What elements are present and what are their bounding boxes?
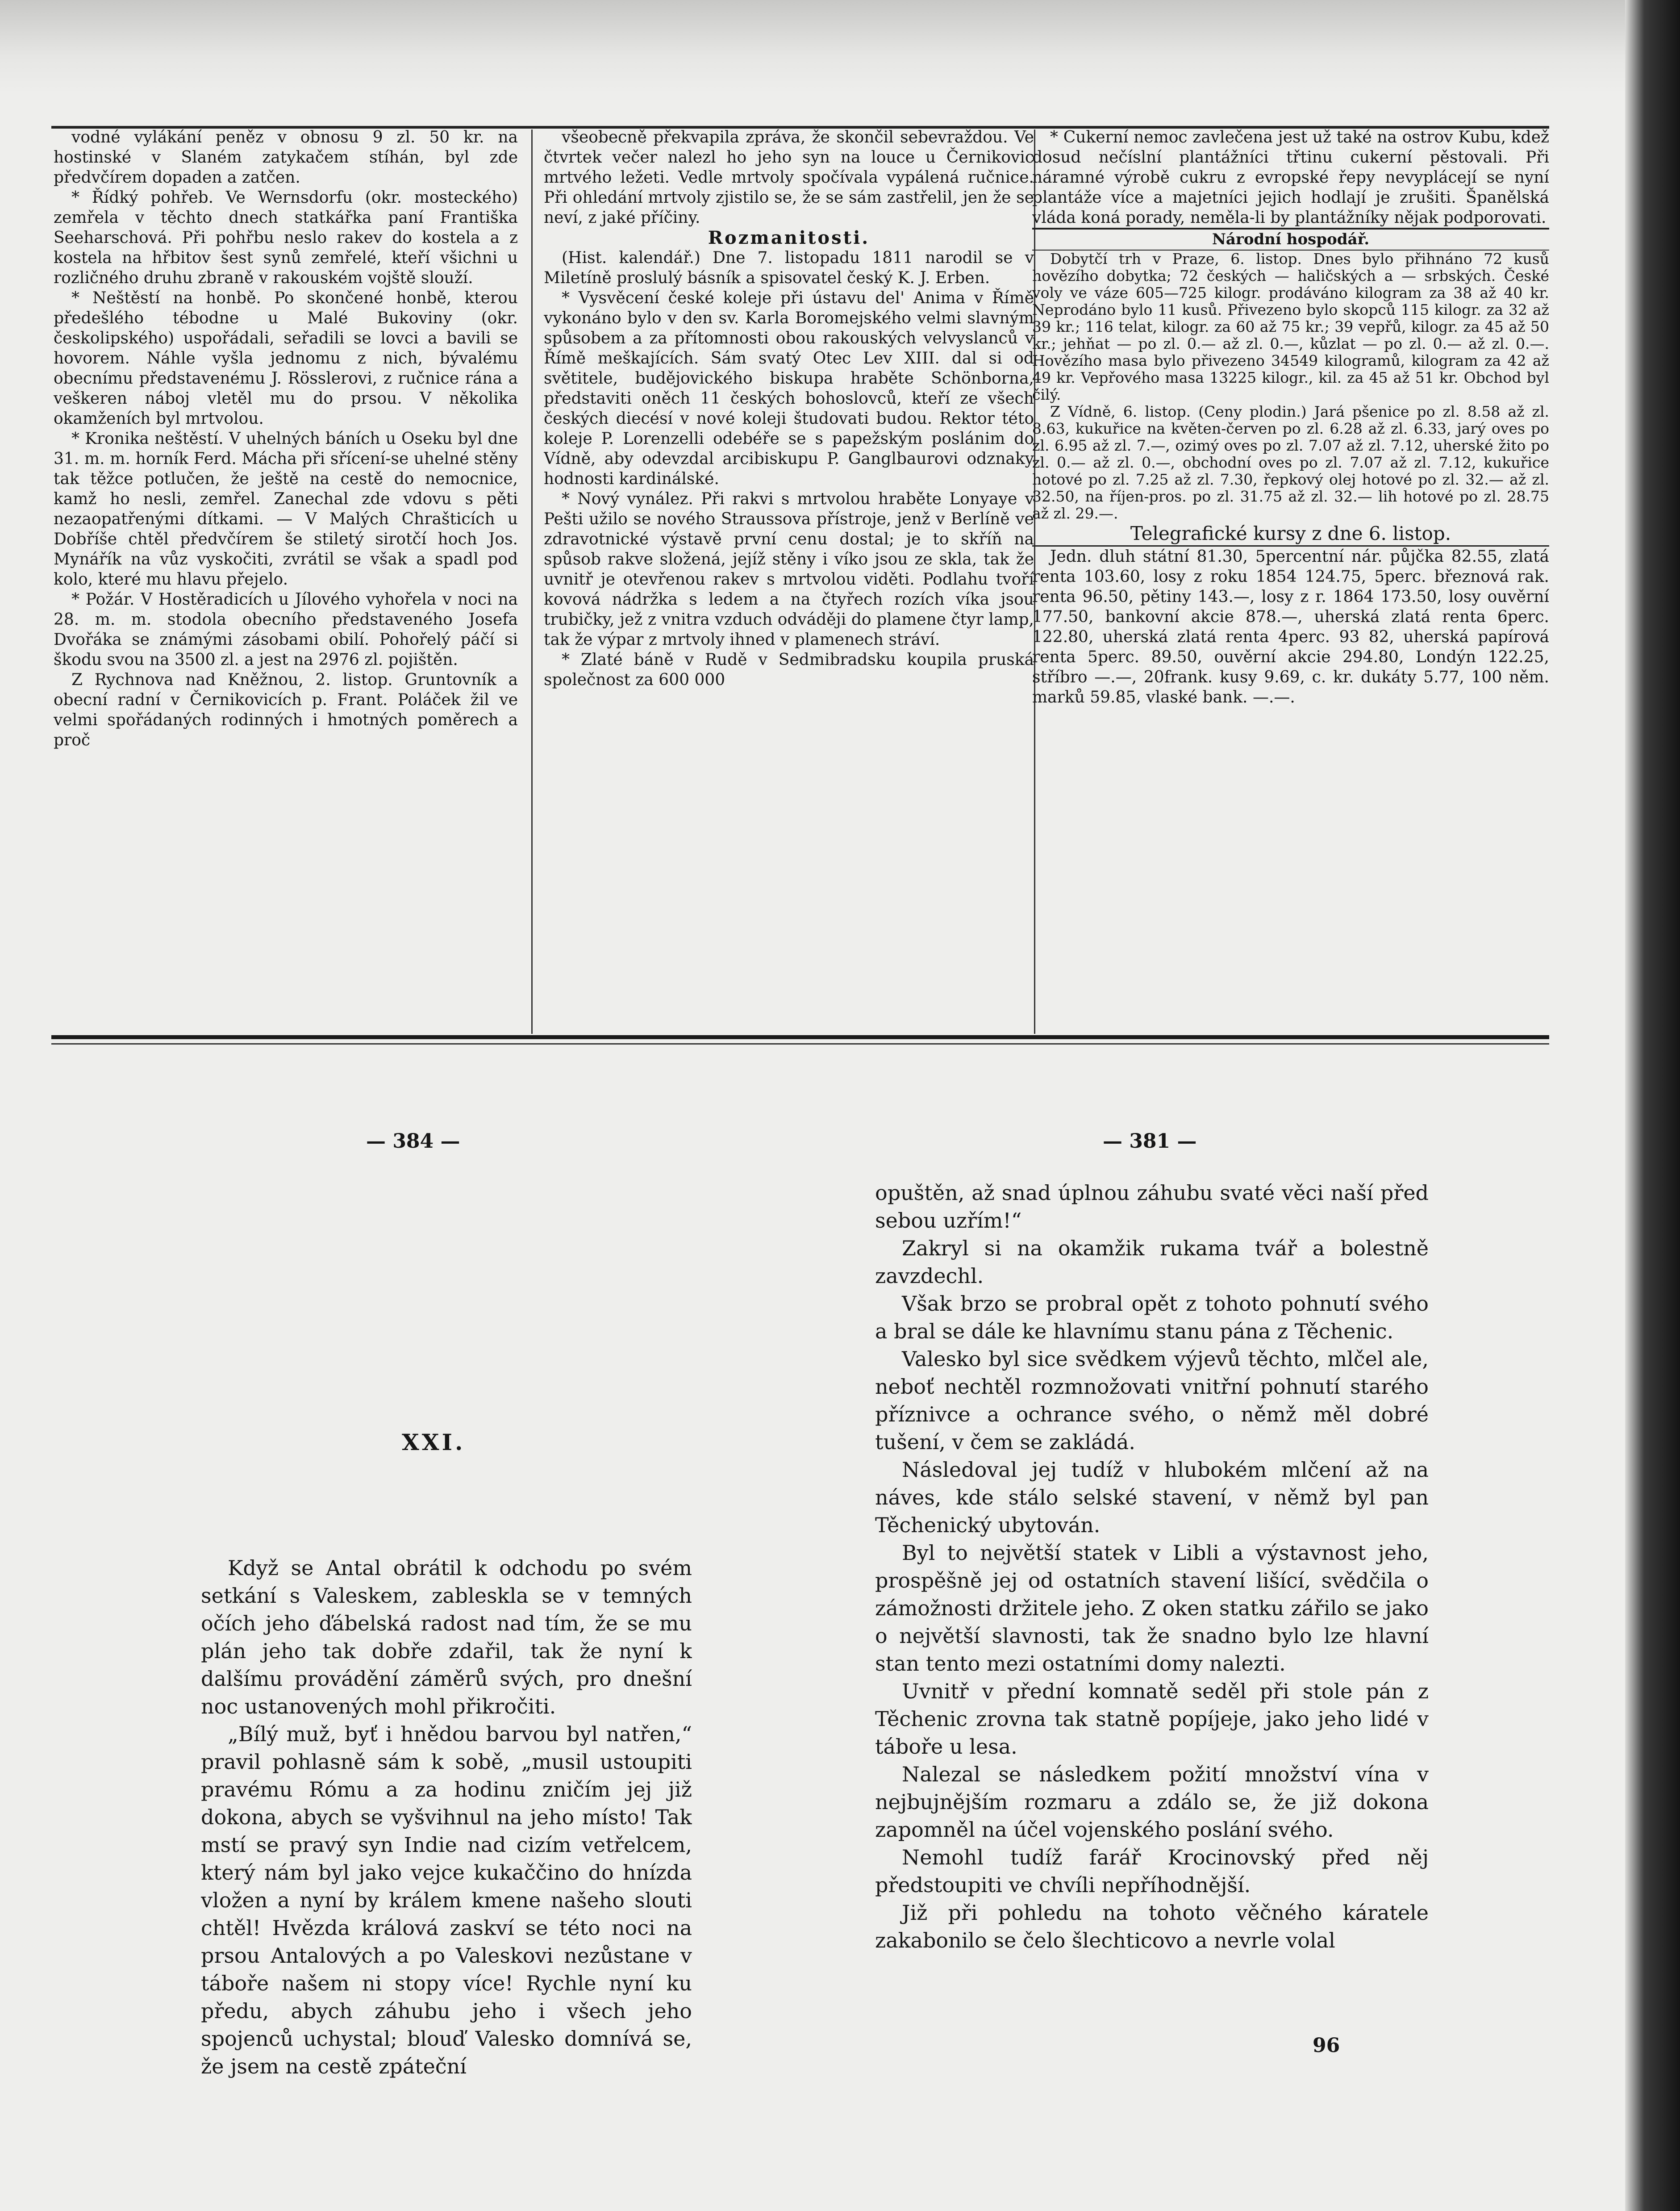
exchange-rates: Jedn. dluh státní 81.30, 5percentní nár. půjčka 82.55, zlatá renta 103.60, losy z roku 1854 124.75, 5perc. březnová rak. renta 96.50, pětiny 143.—, losy z r. 1864 173.50, losy ouvěrní 177.50, bankovní akcie 878.—, uherská zlatá renta 6perc. 122.80, uherská zlatá renta 4perc. 93 82, uherská papírová renta 5perc. 89.50, ouvěrní akcie 294.80, Londýn 122.25, stříbro —.—, 20frank. kusy 9.69, c. kr. dukáty 5.77, 100 něm. marků 59.85, vlaské bank. —.—. — [1032, 548, 1549, 706]
novel-paragraph: Následoval jej tudíž v hlubokém mlčení až na náves, kde stálo selské stavení, v němž byl pan Těchenický ubytován. — [875, 1458, 1429, 1537]
novel-paragraph: Valesko byl sice svědkem výjevů těchto, mlčel ale, neboť nechtěl rozmnožovati vnitřní pohnutí starého příznivce a ochrance svého, o němž měl dobré tušení, v čem se zakládá. — [875, 1347, 1429, 1454]
novel-paragraph: Zakryl si na okamžik rukama tvář a bolestně zavzdechl. — [875, 1236, 1429, 1288]
novel-paragraph: opuštěn, až snad úplnou záhubu svaté věci naší před sebou uzřím!“ — [875, 1181, 1429, 1233]
section-title-kursy: Telegrafické kursy z dne 6. listop. — [1032, 522, 1549, 547]
news-paragraph: Z Rychnova nad Kněžnou, 2. listop. Gruntovník a obecní radní v Černikovicích p. Frant. Poláček žil ve velmi spořádaných rodinných i hmotných poměrech a proč — [54, 671, 518, 749]
news-column-1 — [54, 127, 518, 1029]
novel-paragraph: „Bílý muž, byť i hnědou barvou byl natřen,“ pravil pohlasně sám k sobě, „musil ustoupiti pravému Rómu a za hodinu zničím jej již dokona, abych se vyšvihnul na jeho místo! Tak mstí se pravý syn Indie nad cizím vetřelcem, který nám byl jako vejce kukaččino do hnízda vložen a nyní by králem kmene našeho slouti chtěl! Hvězda králová zaskví se této noci na prsou Antalových a po Valeskovi nezůstane v táboře našem ni stopy více! Rychle nyní ku předu, abych záhubu jeho i všech jeho spojenců uchystal; blouď Valesko domnívá se, že jsem na cestě zpáteční — [201, 1722, 692, 2078]
novel-paragraph: Však brzo se probral opět z tohoto pohnutí svého a bral se dále ke hlavnímu stanu pána z Těchenic. — [875, 1291, 1429, 1343]
market-report: Dobytčí trh v Praze, 6. listop. Dnes bylo přihnáno 72 kusů hovězího dobytka; 72 českých — haličských a — srbských. České voly ve váze 605—725 kilogr. prodáváno kilogram za 38 až 40 kr. Neprodáno bylo 11 kusů. Přivezeno bylo skopců 115 kilogr. za 32 až 39 kr.; 116 telat, kilogr. za 60 až 75 kr.; 39 vepřů, kilogr. za 45 až 50 kr.; jehňat — po zl. 0.— až zl. 0.—, kůzlat — po zl. 0.— až zl. 0.—. Hovězího masa bylo přivezeno 34549 kilogramů, kilogram za 42 až 49 kr. Vepřového masa 13225 kilogr., kil. za 45 až 51 kr. Obchod byl čilý. — [1032, 250, 1549, 403]
news-paragraph: všeobecně překvapila zpráva, že skončil sebevraždou. Ve čtvrtek večer nalezl ho jeho syn na louce u Černikovic mrtvého ležeti. Vedle mrtvoly spočívala vypálená ručnice. Při ohledání mrtvoly zjistilo se, že se sám zastřelil, jen že se neví, z jaké příčiny. — [544, 128, 1034, 227]
novel-column-left — [201, 1554, 692, 2112]
bottom-rule-thin — [51, 1043, 1549, 1045]
news-paragraph: * Kronika neštěstí. V uhelných báních u Oseku byl dne 31. m. m. horník Ferd. Mácha při sřícení-se uhelné stěny tak těžce potlučen, že ještě na cestě do nemocnice, kamž ho nesli, zemřel. Zanechal zde vdovu s pěti nezaopatřenými dítkami. — V Malých Chrašticích u Dobříše chtěl předvčírem še stiletý sirotčí hoch Jos. Mynářík na vůz vyskočiti, zvrátil se však a spadl pod kolo, které mu hlavu přejelo. — [54, 430, 518, 589]
novel-paragraph: Nalezal se následkem požití množství vína v nejbujnějším rozmaru a zdálo se, že již dokona zapomněl na účel vojenského poslání svého. — [875, 1762, 1429, 1842]
news-paragraph: * Neštěstí na honbě. Po skončené honbě, kterou předešlého tébodne u Malé Bukoviny (okr. českolipského) uspořádali, seřadili se lovci a bavili se hovorem. Náhle vyšla jednomu z nich, bývalému obecnímu představenému J. Rösslerovi, z ručnice rána a veškeren náboj vletěl mu do prsou. V několika okamženích byl mrtvolou. — [54, 289, 518, 428]
section-title-rozmanitosti: Rozmanitosti. — [708, 227, 870, 248]
sheet-folio-number: 96 — [1313, 2034, 1340, 2057]
news-paragraph: (Hist. kalendář.) Dne 7. listopadu 1811 narodil se v Miletíně proslulý básník a spisovatel český K. J. Erben. — [544, 249, 1034, 287]
news-paragraph: * Zlaté báně v Rudě v Sedmibradsku koupila pruská společnost za 600 000 — [544, 651, 1034, 689]
section-title-narodni-hospodar: Národní hospodář. — [1032, 228, 1549, 251]
news-paragraph: vodné vylákání peněz v obnosu 9 zl. 50 kr. na hostinské v Slaném zatykačem stíhán, byl zde předvčírem dopaden a zatčen. — [54, 128, 518, 187]
novel-paragraph: Když se Antal obrátil k odchodu po svém setkání s Valeskem, zablesklа se v temných očích jeho ďábelská radost nad tím, že se mu plán jeho tak dobře zdařil, tak že nyní k dalšímu provádění záměrů svých, pro dnešní noc ustanovených mohl přikročiti. — [201, 1556, 692, 1718]
page-number-left: — 384 — — [366, 1130, 460, 1153]
novel-paragraph: Byl to největší statek v Libli a výstavnost jeho, prospěšně jej od ostatních stavení lišící, svědčila o zámožnosti držitele jeho. Z oken statku zářilo se jako o největší slavnosti, tak že snadno bylo lze hlavní stan tento mezi ostatními domy nalezti. — [875, 1541, 1429, 1676]
news-column-3 — [1032, 127, 1549, 1029]
novel-paragraph: Nemohl tudíž farář Krocinovský před něj předstoupiti ve chvíli nepříhodnější. — [875, 1845, 1429, 1897]
scan-shadow-top — [0, 0, 1680, 94]
novel-paragraph: Již při pohledu na tohoto věčného káratele zakabonilo se čelo šlechticovo a nevrle volal — [875, 1901, 1429, 1952]
news-paragraph: * Řídký pohřeb. Ve Wernsdorfu (okr. mosteckého) zemřela v těchto dnech statkářka paní Františka Seeharschová. Při pohřbu neslo rakev do kostela a z kostela na hřbitov šest synů zemřelé, kteří všichni u rozličného druhu zbraně v rakouském vojště slouží. — [54, 188, 518, 287]
bottom-rule — [51, 1035, 1549, 1039]
page-number-right: — 381 — — [1103, 1130, 1197, 1153]
novel-column-right — [875, 1179, 1429, 2019]
news-paragraph: * Požár. V Hostěradicích u Jílového vyhořela v noci na 28. m. m. stodola obecního představeného Josefa Dvořáka se známými zásobami obilí. Pohořelý páčí si škodu svou na 3500 zl. a jest na 2976 zl. pojištěn. — [54, 590, 518, 669]
news-column-2 — [544, 127, 1034, 1029]
scan-shadow-right — [1625, 0, 1680, 2211]
news-paragraph: * Cukerní nemoc zavlečena jest už také na ostrov Kubu, kdež dosud nečíslní plantážníci třtinu cukerní pěstovali. Při náramné výrobě cukru z evropské řepy nevyplácejí se nyní plantáže více a majetníci jejich hodlají je zrušiti. Španělská vláda koná porady, neměla-li by plantážníky nějak podporovati. — [1032, 128, 1549, 227]
news-paragraph: * Vysvěcení české koleje při ústavu del' Anima v Římě vykonáno bylo v den sv. Karla Boromejského velmi slavným spůsobem a za přítomnosti obou rakouských velvyslanců v Římě meškajících. Sám svatý Otec Lev XIII. dal si od světitele, budějovického biskupa hraběte Schönborna, představiti oněch 11 českých bohoslovců, kteří ze všech českých diecésí v nové koleji študovati budou. Rektor této koleje P. Lorenzelli odebéře se s papežským poslánim do Vídně, aby odevzdal arcibiskupu P. Ganglbaurovi odznaky hodnosti kardinálské. — [544, 289, 1034, 488]
column-divider-1 — [531, 130, 533, 1034]
market-report: Z Vídně, 6. listop. (Ceny plodin.) Jará pšenice po zl. 8.58 až zl. 8.63, kukuřice na květen-červen po zl. 6.28 až zl. 6.33, jarý oves po zl. 6.95 až zl. 7.—, ozimý oves po zl. 7.07 až zl. 7.12, uherské žito po zl. 0.— až zl. 0.—, obchodní oves po zl. 7.07 až zl. 7.12, kukuřice hotové po zl. 7.25 až zl. 7.30, řepkový olej hotové po zl. 32.— až zl. 32.50, na říjen-pros. po zl. 31.75 až zl. 32.— lih hotové po zl. 28.75 až zl. 29.—. — [1032, 403, 1549, 522]
chapter-heading: XXI. — [402, 1429, 466, 1455]
novel-paragraph: Uvnitř v přední komnatě seděl při stole pán z Těchenic zrovna tak statně popíjeje, jako jeho lidé v táboře u lesa. — [875, 1679, 1429, 1759]
news-paragraph: * Nový vynález. Při rakvi s mrtvolou hraběte Lonyaye v Pešti užilo se nového Straussova přístroje, jenž v Berlíně ve zdravotnické výstavě první cenu dostal; je to skříň na spůsob rakve složená, jejíž stěny i víko jsou ze skla, tak že uvnitř je otevřenou rakev s mrtvolou viděti. Podlahu tvoří kovová nádržka s ledem a na čtyřech rozích víka jsou trubičky, jež z vnitra vzduch odváději do plamene čtyr lamp, tak že výpar z mrtvoly ihned v plamenech stráví. — [544, 490, 1034, 649]
